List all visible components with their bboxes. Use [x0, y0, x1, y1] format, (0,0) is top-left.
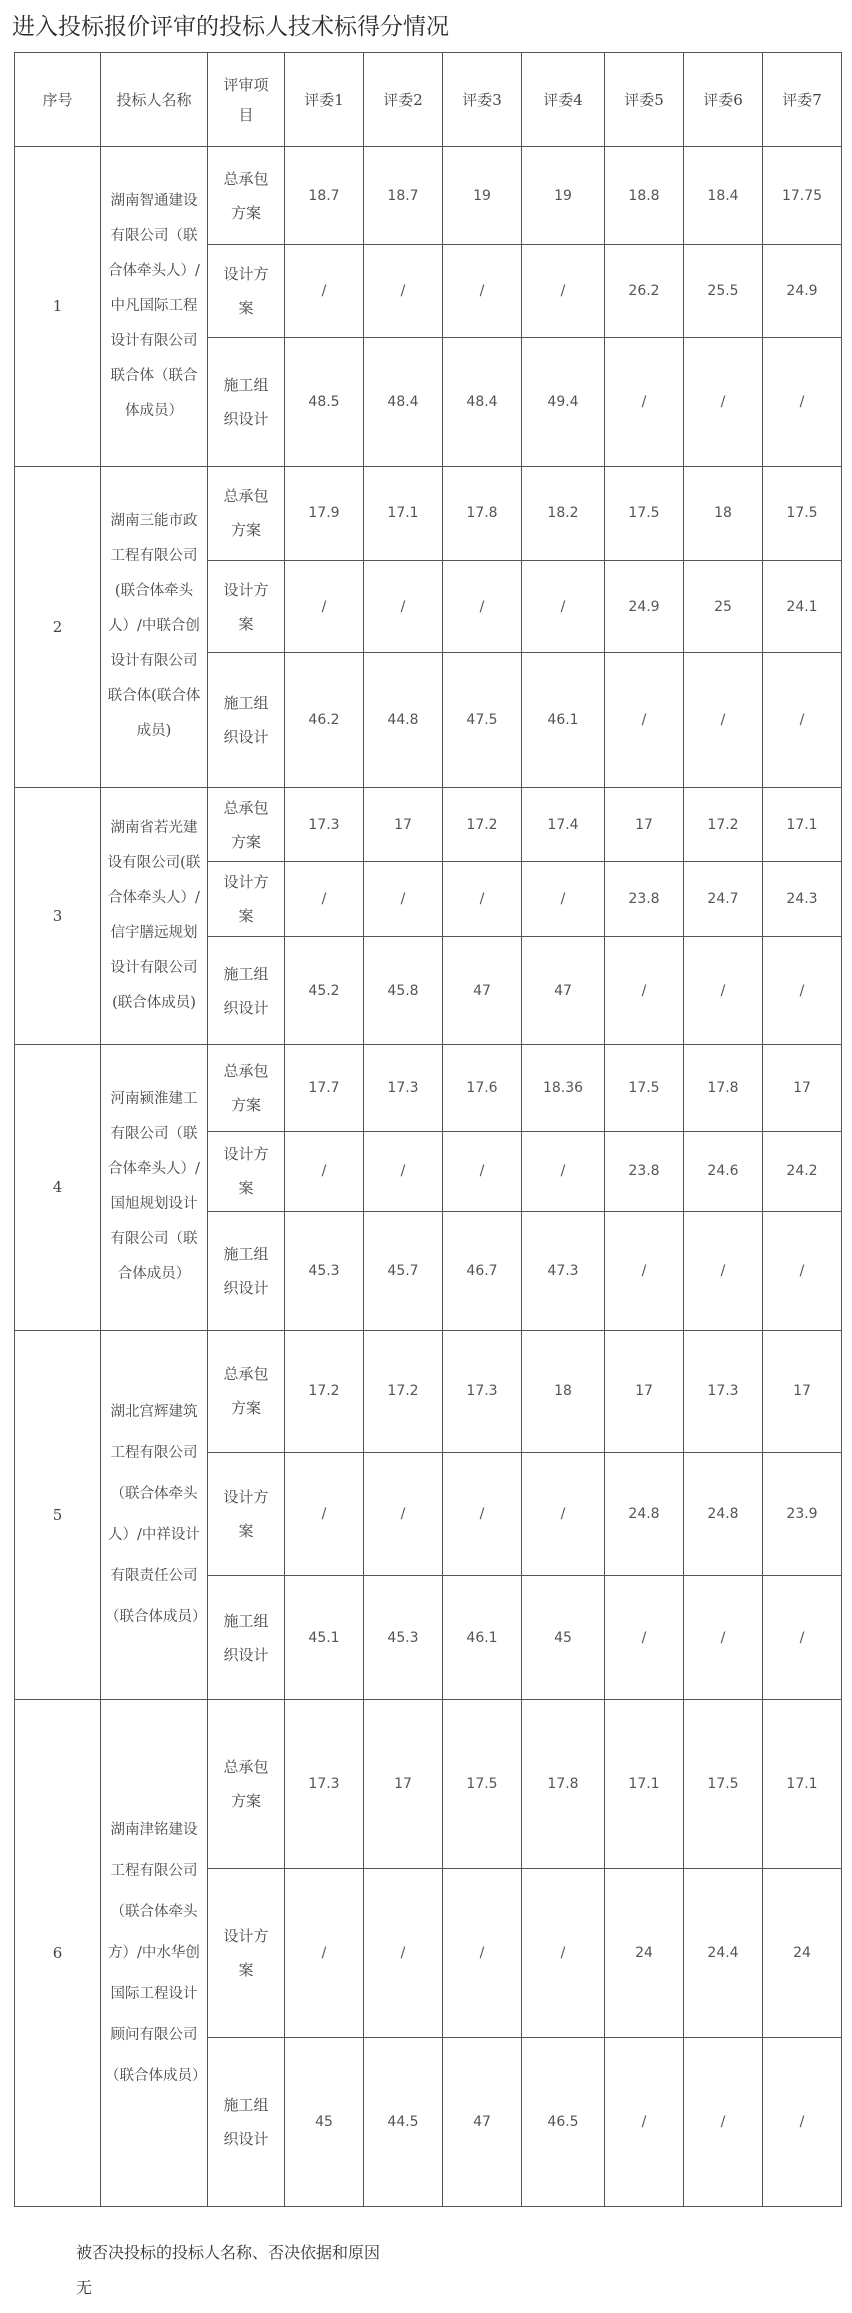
score-judge-4: 49.4: [522, 337, 605, 466]
score-judge-4: 18.36: [522, 1045, 605, 1131]
score-judge-1: 17.2: [285, 1330, 364, 1453]
score-judge-3: 47: [443, 2038, 522, 2207]
row-seq: 4: [15, 1045, 101, 1330]
header-seq: 序号: [15, 53, 101, 147]
score-judge-5: 26.2: [605, 245, 684, 337]
score-judge-4: 45: [522, 1575, 605, 1700]
header-judge-3: 评委3: [443, 53, 522, 147]
review-item: 施工组织设计: [208, 653, 285, 788]
review-item: 总承包方案: [208, 788, 285, 862]
score-judge-1: 45.3: [285, 1212, 364, 1331]
score-judge-3: 47: [443, 936, 522, 1045]
score-judge-6: 18.4: [684, 147, 763, 245]
score-judge-4: 17.4: [522, 788, 605, 862]
bidder-name: 河南颍淮建工有限公司（联合体牵头人）/国旭规划设计有限公司（联合体成员）: [101, 1045, 208, 1330]
score-judge-7: 17.1: [763, 788, 842, 862]
score-judge-4: 46.1: [522, 653, 605, 788]
score-judge-2: 17: [364, 1700, 443, 1869]
rejected-bidders-label: 被否决投标的投标人名称、否决依据和原因: [76, 2243, 381, 2262]
review-item: 设计方案: [208, 1131, 285, 1211]
score-judge-7: 17.1: [763, 1700, 842, 1869]
score-judge-2: 18.7: [364, 147, 443, 245]
score-judge-5: 23.8: [605, 862, 684, 936]
page-title: 进入投标报价评审的投标人技术标得分情况: [12, 14, 449, 40]
score-judge-7: 17: [763, 1045, 842, 1131]
score-judge-5: 18.8: [605, 147, 684, 245]
review-item: 施工组织设计: [208, 337, 285, 466]
score-judge-1: 45.1: [285, 1575, 364, 1700]
score-judge-7: 24.3: [763, 862, 842, 936]
score-judge-6: 25.5: [684, 245, 763, 337]
score-judge-4: /: [522, 560, 605, 652]
score-judge-4: /: [522, 862, 605, 936]
row-seq: 3: [15, 788, 101, 1045]
score-judge-6: 17.3: [684, 1330, 763, 1453]
bidder-name: 湖南津铭建设工程有限公司（联合体牵头方）/中水华创国际工程设计顾问有限公司（联合体成员）: [101, 1700, 208, 2207]
review-item: 设计方案: [208, 862, 285, 936]
review-item: 设计方案: [208, 1869, 285, 2038]
score-judge-1: 17.3: [285, 1700, 364, 1869]
score-judge-4: 46.5: [522, 2038, 605, 2207]
score-judge-7: /: [763, 1212, 842, 1331]
score-judge-4: /: [522, 245, 605, 337]
score-judge-3: /: [443, 1453, 522, 1576]
score-judge-2: 17.3: [364, 1045, 443, 1131]
score-judge-4: /: [522, 1869, 605, 2038]
score-judge-7: 24.1: [763, 560, 842, 652]
score-judge-5: 17.5: [605, 466, 684, 560]
score-judge-1: 17.9: [285, 466, 364, 560]
score-judge-2: 17: [364, 788, 443, 862]
review-item: 总承包方案: [208, 1330, 285, 1453]
header-row: [15, 53, 842, 147]
score-judge-2: /: [364, 1131, 443, 1211]
header-judge-2: 评委2: [364, 53, 443, 147]
review-item: 施工组织设计: [208, 1575, 285, 1700]
score-judge-6: 17.5: [684, 1700, 763, 1869]
score-judge-7: 23.9: [763, 1453, 842, 1576]
score-judge-5: /: [605, 653, 684, 788]
score-judge-5: /: [605, 337, 684, 466]
score-judge-4: /: [522, 1131, 605, 1211]
score-judge-2: /: [364, 862, 443, 936]
header-judge-7: 评委7: [763, 53, 842, 147]
score-judge-5: /: [605, 1212, 684, 1331]
score-judge-6: /: [684, 936, 763, 1045]
score-judge-4: 18.2: [522, 466, 605, 560]
score-judge-6: 24.7: [684, 862, 763, 936]
rejected-bidders-value: 无: [76, 2278, 93, 2297]
score-judge-3: 17.6: [443, 1045, 522, 1131]
score-judge-3: /: [443, 245, 522, 337]
review-item: 施工组织设计: [208, 1212, 285, 1331]
review-item: 施工组织设计: [208, 936, 285, 1045]
table-row: [15, 788, 842, 862]
score-judge-3: 46.1: [443, 1575, 522, 1700]
score-judge-3: /: [443, 1131, 522, 1211]
score-judge-5: /: [605, 1575, 684, 1700]
score-judge-7: /: [763, 2038, 842, 2207]
bidder-name: 湖北宫辉建筑工程有限公司（联合体牵头人）/中祥设计有限责任公司（联合体成员）: [101, 1330, 208, 1700]
score-judge-3: 17.3: [443, 1330, 522, 1453]
table-row: [15, 466, 842, 560]
score-judge-6: /: [684, 1575, 763, 1700]
score-judge-2: 48.4: [364, 337, 443, 466]
score-judge-3: 17.5: [443, 1700, 522, 1869]
score-judge-5: /: [605, 2038, 684, 2207]
score-judge-2: 17.1: [364, 466, 443, 560]
score-judge-3: 46.7: [443, 1212, 522, 1331]
score-judge-1: 17.7: [285, 1045, 364, 1131]
score-judge-3: 47.5: [443, 653, 522, 788]
score-judge-1: /: [285, 862, 364, 936]
score-judge-2: /: [364, 1453, 443, 1576]
score-judge-6: /: [684, 653, 763, 788]
table-row: [15, 1045, 842, 1131]
score-judge-4: 18: [522, 1330, 605, 1453]
score-judge-6: /: [684, 1212, 763, 1331]
score-judge-3: 17.2: [443, 788, 522, 862]
score-judge-7: /: [763, 337, 842, 466]
header-item: 评审项目: [208, 53, 285, 147]
table-row: [15, 1700, 842, 1869]
score-judge-7: 17.75: [763, 147, 842, 245]
score-judge-7: 17.5: [763, 466, 842, 560]
review-item: 设计方案: [208, 1453, 285, 1576]
score-judge-7: /: [763, 653, 842, 788]
score-judge-3: /: [443, 560, 522, 652]
score-judge-6: 17.2: [684, 788, 763, 862]
score-judge-5: 23.8: [605, 1131, 684, 1211]
score-judge-2: 44.5: [364, 2038, 443, 2207]
score-judge-2: 45.7: [364, 1212, 443, 1331]
score-judge-1: /: [285, 1869, 364, 2038]
review-item: 设计方案: [208, 245, 285, 337]
score-judge-6: 18: [684, 466, 763, 560]
score-table: [14, 52, 842, 2207]
score-judge-2: 45.3: [364, 1575, 443, 1700]
score-judge-7: 24: [763, 1869, 842, 2038]
score-judge-7: /: [763, 1575, 842, 1700]
score-judge-3: /: [443, 1869, 522, 2038]
score-judge-1: /: [285, 1453, 364, 1576]
score-judge-6: /: [684, 337, 763, 466]
score-judge-7: 24.9: [763, 245, 842, 337]
score-judge-6: 25: [684, 560, 763, 652]
review-item: 总承包方案: [208, 147, 285, 245]
score-judge-1: /: [285, 245, 364, 337]
header-judge-4: 评委4: [522, 53, 605, 147]
score-judge-5: 24.9: [605, 560, 684, 652]
score-judge-7: 24.2: [763, 1131, 842, 1211]
row-seq: 5: [15, 1330, 101, 1700]
review-item: 施工组织设计: [208, 2038, 285, 2207]
score-judge-1: /: [285, 560, 364, 652]
score-judge-1: 45.2: [285, 936, 364, 1045]
score-judge-6: /: [684, 2038, 763, 2207]
score-judge-1: 46.2: [285, 653, 364, 788]
score-judge-2: /: [364, 1869, 443, 2038]
score-judge-5: 24: [605, 1869, 684, 2038]
score-judge-5: 17: [605, 788, 684, 862]
score-judge-4: 17.8: [522, 1700, 605, 1869]
score-judge-3: /: [443, 862, 522, 936]
review-item: 总承包方案: [208, 466, 285, 560]
score-judge-4: 19: [522, 147, 605, 245]
score-judge-1: /: [285, 1131, 364, 1211]
review-item: 设计方案: [208, 560, 285, 652]
score-judge-1: 45: [285, 2038, 364, 2207]
row-seq: 1: [15, 147, 101, 467]
score-judge-3: 17.8: [443, 466, 522, 560]
header-bidder: 投标人名称: [101, 53, 208, 147]
score-judge-2: 45.8: [364, 936, 443, 1045]
row-seq: 6: [15, 1700, 101, 2207]
score-judge-5: 17: [605, 1330, 684, 1453]
score-judge-6: 24.4: [684, 1869, 763, 2038]
score-judge-4: /: [522, 1453, 605, 1576]
header-judge-5: 评委5: [605, 53, 684, 147]
score-judge-1: 48.5: [285, 337, 364, 466]
review-item: 总承包方案: [208, 1700, 285, 1869]
header-judge-6: 评委6: [684, 53, 763, 147]
score-judge-5: 24.8: [605, 1453, 684, 1576]
score-judge-5: 17.5: [605, 1045, 684, 1131]
score-judge-2: /: [364, 560, 443, 652]
score-judge-7: /: [763, 936, 842, 1045]
score-judge-3: 19: [443, 147, 522, 245]
score-judge-5: /: [605, 936, 684, 1045]
score-judge-1: 18.7: [285, 147, 364, 245]
bidder-name: 湖南省若光建设有限公司(联合体牵头人）/信宇膳远规划设计有限公司(联合体成员): [101, 788, 208, 1045]
score-judge-2: 44.8: [364, 653, 443, 788]
bidder-name: 湖南三能市政工程有限公司(联合体牵头人）/中联合创设计有限公司联合体(联合体成员): [101, 466, 208, 788]
score-judge-1: 17.3: [285, 788, 364, 862]
score-judge-6: 24.6: [684, 1131, 763, 1211]
review-item: 总承包方案: [208, 1045, 285, 1131]
score-judge-4: 47.3: [522, 1212, 605, 1331]
score-judge-5: 17.1: [605, 1700, 684, 1869]
header-judge-1: 评委1: [285, 53, 364, 147]
bidder-name: 湖南智通建设有限公司（联合体牵头人）/中凡国际工程设计有限公司联合体（联合体成员）: [101, 147, 208, 467]
score-judge-2: 17.2: [364, 1330, 443, 1453]
row-seq: 2: [15, 466, 101, 788]
table-row: [15, 1330, 842, 1453]
table-row: [15, 147, 842, 245]
score-judge-2: /: [364, 245, 443, 337]
score-judge-4: 47: [522, 936, 605, 1045]
score-judge-3: 48.4: [443, 337, 522, 466]
score-judge-6: 17.8: [684, 1045, 763, 1131]
score-judge-7: 17: [763, 1330, 842, 1453]
score-judge-6: 24.8: [684, 1453, 763, 1576]
